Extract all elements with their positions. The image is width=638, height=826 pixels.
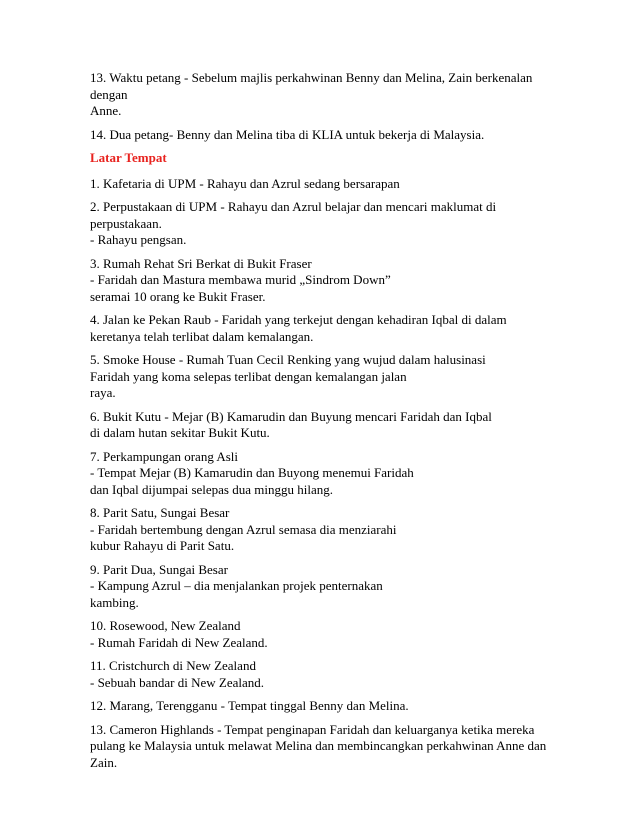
place-item-9 xyxy=(90,562,550,612)
text-line: 12. Marang, Terengganu - Tempat tinggal Benny dan Melina. xyxy=(90,698,409,713)
place-item-12 xyxy=(90,698,550,715)
text-line: 14. Dua petang- Benny dan Melina tiba di KLIA untuk bekerja di Malaysia. xyxy=(90,126,485,142)
place-item-10 xyxy=(90,618,550,651)
text-line: 9. Parit Dua, Sungai Besar xyxy=(90,561,228,577)
place-item-13 xyxy=(90,722,550,772)
text-line: 1. Kafetaria di UPM - Rahayu dan Azrul sedang bersarapan xyxy=(90,175,400,191)
text-line: - Faridah bertembung dengan Azrul semasa dia menziarahi xyxy=(90,521,397,537)
text-line: keretanya telah terlibat dalam kemalangan. xyxy=(90,328,314,344)
text-line: 11. Cristchurch di New Zealand xyxy=(90,658,256,673)
place-item-1 xyxy=(90,176,550,193)
place-item-11 xyxy=(90,658,550,691)
text-line: - Sebuah bandar di New Zealand. xyxy=(90,674,264,690)
text-line: 5. Smoke House - Rumah Tuan Cecil Renking yang wujud dalam halusinasi xyxy=(90,352,486,367)
place-item-3 xyxy=(90,256,550,306)
place-item-4 xyxy=(90,312,550,345)
time-item-13 xyxy=(90,70,550,120)
text-line: 6. Bukit Kutu - Mejar (B) Kamarudin dan Buyung mencari Faridah dan Iqbal xyxy=(90,408,492,424)
text-line: - Faridah dan Mastura membawa murid „Sindrom Down” xyxy=(90,272,391,287)
text-line: 8. Parit Satu, Sungai Besar xyxy=(90,505,230,520)
text-line: raya. xyxy=(90,385,116,400)
text-line: 10. Rosewood, New Zealand xyxy=(90,618,241,633)
time-item-14 xyxy=(90,127,550,144)
text-line: kubur Rahayu di Parit Satu. xyxy=(90,538,235,553)
place-item-5 xyxy=(90,352,550,402)
text-line: dan Iqbal dijumpai selepas dua minggu hilang. xyxy=(90,481,333,497)
text-line: perpustakaan. xyxy=(90,215,162,231)
text-line: kambing. xyxy=(90,594,139,610)
place-item-2 xyxy=(90,199,550,249)
text-line: 13. Cameron Highlands - Tempat penginapan Faridah dan keluarganya ketika mereka xyxy=(90,721,535,737)
place-item-7 xyxy=(90,449,550,499)
text-line: 3. Rumah Rehat Sri Berkat di Bukit Fraser xyxy=(90,255,312,271)
section-heading: Latar Tempat xyxy=(90,150,167,165)
place-item-6 xyxy=(90,409,550,442)
text-line: 7. Perkampungan orang Asli xyxy=(90,448,239,464)
text-line: - Tempat Mejar (B) Kamarudin dan Buyong menemui Faridah xyxy=(90,465,414,480)
text-line: dengan xyxy=(90,86,128,102)
text-line: 13. Waktu petang - Sebelum majlis perkahwinan Benny dan Melina, Zain berkenalan xyxy=(90,70,533,85)
document-page xyxy=(90,70,550,778)
text-line: - Rahayu pengsan. xyxy=(90,232,187,247)
text-line: pulang ke Malaysia untuk melawat Melina dan membincangkan perkahwinan Anne dan xyxy=(90,738,547,753)
text-line: 4. Jalan ke Pekan Raub - Faridah yang terkejut dengan kehadiran Iqbal di dalam xyxy=(90,312,507,327)
text-line: - Kampung Azrul – dia menjalankan projek penternakan xyxy=(90,578,383,593)
text-line: Anne. xyxy=(90,103,122,118)
text-line: seramai 10 orang ke Bukit Fraser. xyxy=(90,288,266,304)
text-line: di dalam hutan sekitar Bukit Kutu. xyxy=(90,425,270,440)
text-line: - Rumah Faridah di New Zealand. xyxy=(90,634,268,650)
text-line: Faridah yang koma selepas terlibat dengan kemalangan jalan xyxy=(90,368,407,384)
text-line: 2. Perpustakaan di UPM - Rahayu dan Azrul belajar dan mencari maklumat di xyxy=(90,199,497,214)
place-item-8 xyxy=(90,505,550,555)
text-line: Zain. xyxy=(90,754,118,770)
